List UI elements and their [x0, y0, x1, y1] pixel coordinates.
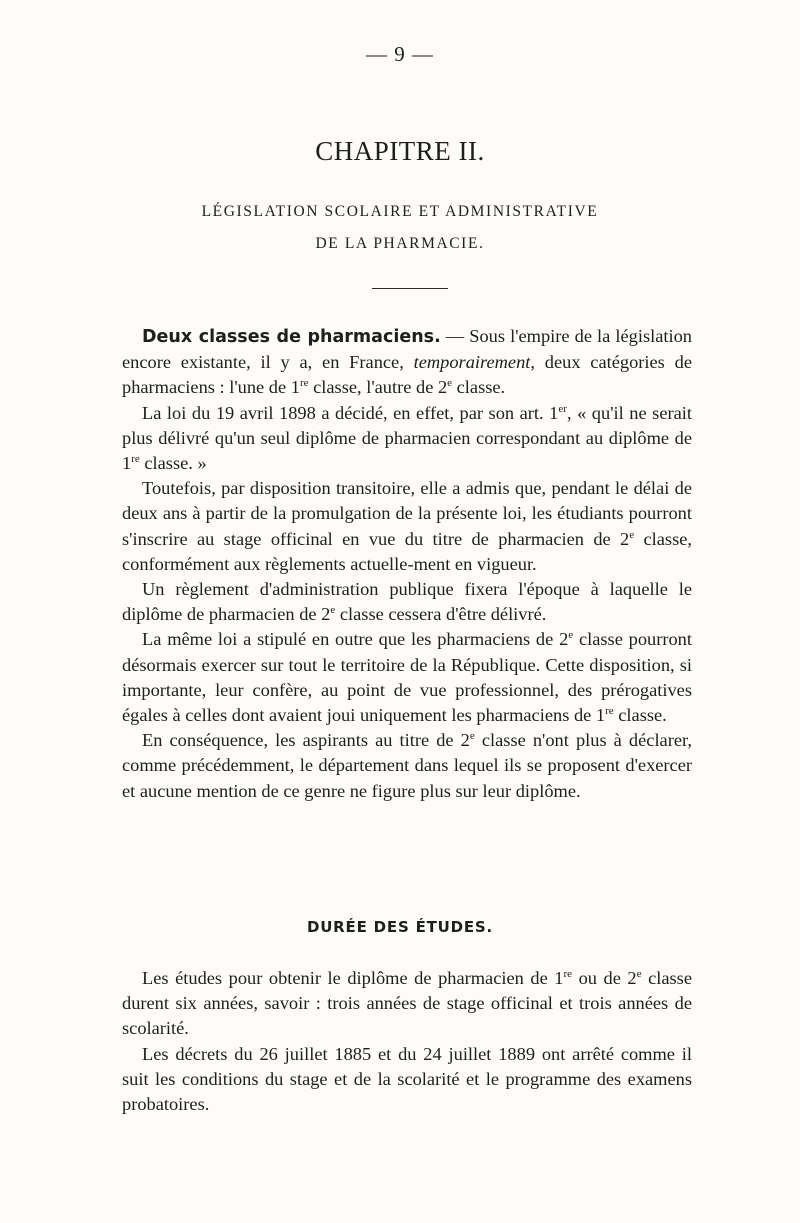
text-run: La loi du 19 avril 1898 a décidé, en effet, par son art. 1 [142, 402, 559, 423]
text-run: classe durent six années, savoir : trois années de stage officinal et trois années de scolarité. [122, 968, 692, 1039]
section-run-in-heading: Deux classes de pharmaciens. [142, 327, 441, 347]
text-run: classe. [613, 705, 667, 726]
section-heading-duree: DURÉE DES ÉTUDES. [306, 918, 494, 936]
text-run: classe cessera d'être délivré. [335, 604, 547, 625]
divider-rule [372, 288, 448, 289]
text-run: classe pourront désormais exercer sur tout le territoire de la République. Cette disposition, si importante, leur confère, au point de vue professionnel, des prérogatives égales à celles dont avaient joui uniquement les pharmaciens de 1 [122, 629, 692, 726]
text-run: classe, l'autre de 2 [308, 377, 448, 398]
text-run: En conséquence, les aspirants au titre de 2 [142, 730, 470, 751]
paragraph [122, 577, 692, 627]
paragraph [122, 1042, 692, 1118]
text-run: classe, conformément aux règlements actuelle-ment en vigueur. [122, 528, 693, 574]
paragraph [122, 966, 692, 1042]
superscript: er [558, 402, 567, 415]
text-run: classe. [452, 377, 506, 398]
text-run: Toutefois, par disposition transitoire, elle a admis que, pendant le délai de deux ans à partir de la promulgation de la présente loi, les étudiants pourront s'inscrire au stage officinal en vue du titre de pharmacien de 2 [122, 478, 692, 549]
chapter-subtitle-line-2: DE LA PHARMACIE. [315, 235, 485, 252]
text-run: La même loi a stipulé en outre que les pharmaciens de 2 [142, 629, 569, 650]
emphasis-text: temporairement [413, 352, 531, 373]
superscript: re [131, 453, 140, 466]
text-run: classe n'ont plus à déclarer, comme précédemment, le département dans lequel ils se proposent d'exercer et aucune mention de ce genre ne figure plus sur leur diplôme. [122, 730, 692, 801]
paragraph [122, 324, 692, 401]
superscript: e [629, 528, 635, 541]
text-run: classe. » [139, 453, 207, 474]
text-run: , deux catégories de pharmaciens : l'une de 1 [122, 352, 692, 398]
superscript: e [469, 730, 475, 743]
text-run: Les études pour obtenir le diplôme de pharmacien de 1 [142, 968, 564, 988]
text-run: — Sous l'empire de la législation encore existante, il y a, en France, [122, 326, 692, 373]
superscript: re [605, 705, 614, 718]
superscript: re [563, 968, 573, 980]
superscript: e [636, 968, 642, 980]
section-duree-des-etudes [122, 966, 692, 1117]
superscript: e [568, 629, 574, 642]
text-run: , « qu'il ne serait plus délivré qu'un seul diplôme de pharmacien correspondant au diplôme de 1 [122, 402, 692, 474]
chapter-subtitle-line-1: LÉGISLATION SCOLAIRE ET ADMINISTRATIVE [201, 203, 599, 220]
superscript: e [447, 377, 453, 390]
superscript: re [299, 377, 309, 390]
text-run: Un règlement d'administration publique fixera l'époque à laquelle le diplôme de pharmacien de 2 [122, 579, 692, 625]
paragraph [122, 627, 692, 728]
paragraph [122, 476, 692, 577]
text-run: Les décrets du 26 juillet 1885 et du 24 juillet 1889 ont arrêté comme il suit les conditions du stage et de la scolarité et le programme des examens probatoires. [122, 1043, 692, 1115]
page-number: — 9 — [366, 42, 434, 66]
chapter-title: CHAPITRE II. [315, 136, 485, 166]
paragraph [122, 401, 692, 477]
superscript: e [330, 604, 336, 617]
section-deux-classes [122, 324, 692, 804]
text-run: ou de 2 [572, 968, 637, 988]
paragraph [122, 728, 692, 804]
